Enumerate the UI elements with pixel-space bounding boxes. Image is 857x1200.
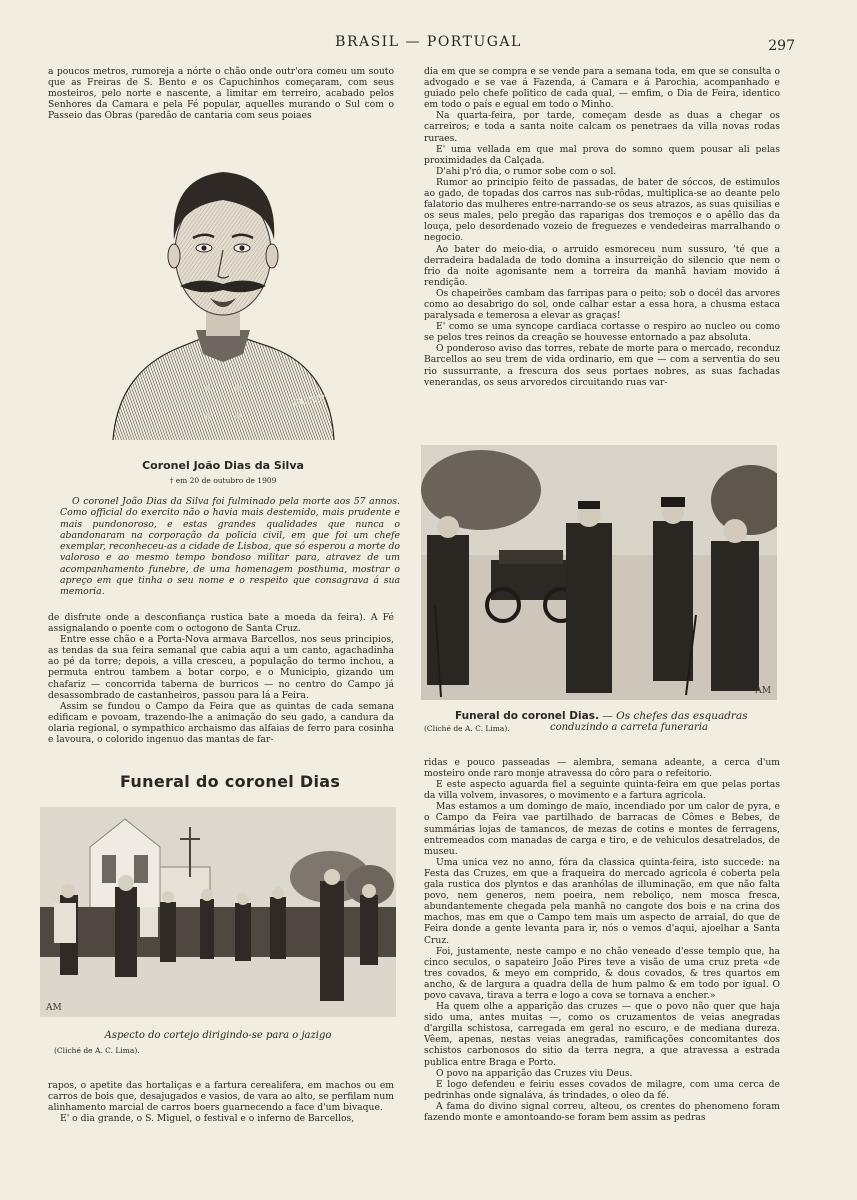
paragraph: O povo na apparição das Cruzes viu Deus.: [436, 1067, 633, 1079]
cortejo-caption: Aspecto do cortejo dirigindo-se para o jazigo: [104, 1030, 332, 1041]
paragraph: Ao bater do meio-dia, o arruido esmoreceu num sussuro, 'té que a derradeira badalada de todo domina a insurreição do silencio que nem o frio da noite agonisante nem a torreira da manhã haviam movido á rendição.: [424, 243, 780, 288]
funeral-illustration: [421, 445, 777, 700]
right-top-text: [424, 66, 780, 388]
left-bottom-text: [48, 1080, 394, 1124]
paragraph: A fama do divino signal correu, alteou, os crentes do phenomeno foram fazendo monte e amontoando-se foram bem assim as pedras: [424, 1100, 780, 1123]
portrait-caption-date: † em 20 de outubro de 1909: [169, 476, 277, 485]
cortejo-photo: [40, 807, 396, 1017]
paragraph: rapos, o apetite das hortaliças e a fartura cerealifera, em machos ou em carros de bois que, desajugados e vasios, de vara ao alto, se perfilam num alinhamento marcial de carros boers guarnecendo a face d'um bivaque.: [48, 1080, 394, 1114]
running-head-title: BRASIL — PORTUGAL: [335, 34, 522, 50]
paragraph: Os chapeirões cambam das farripas para o peito; sob o docél das arvores como ao desabrigo do sol, onde calhar estar a essa hora, a chusma estaca paralysada e temerosa a elevar as graças!: [424, 287, 780, 322]
photo-monogram: AM: [46, 1003, 62, 1013]
portrait-engraving: [108, 148, 338, 450]
funeral-caption-title: Funeral do coronel Dias.: [455, 710, 599, 722]
left-top-text: [48, 66, 394, 121]
paragraph: dia em que se compra e se vende para a semana toda, em que se consulta o advogado e se vae á Fazenda, á Camara e á Parochia, acompanhado e guiado pelo chefe politico de cada qual, — emfim, o Dia de Feira, identico em todo o país e egual em todo o Minho.: [424, 66, 780, 111]
paragraph: E logo defendeu e feiriu esses covados de milagre, com uma cerca de pedrinhas onde signaláva, ás trindades, o oleo da fé.: [424, 1078, 780, 1101]
paragraph: E' uma vellada em que mal prova do somno quem pousar ali pelas proximidades da Calçada.: [424, 143, 780, 166]
paragraph: D'ahi p'ró dia, o rumor sobe com o sol.: [436, 165, 617, 177]
funeral-credit: (Cliché de A. C. Lima).: [424, 724, 510, 733]
left-middle-text: [48, 612, 394, 745]
cortejo-credit: (Cliché de A. C. Lima).: [54, 1046, 140, 1055]
funeral-caption-subtitle: Os chefes das esquadras: [616, 710, 748, 722]
paragraph: de disfrute onde a desconfiança rustica bate a moeda da feira). A Fé assignalando o poente com o octogono de Santa Cruz.: [48, 612, 394, 635]
funeral-photo: [421, 445, 777, 700]
paragraph: Uma unica vez no anno, fóra da classica quinta-feira, isto succede: na Festa das Cruzes, em que a fraqueira do mercado agricola é coberta pela gala rustica dos plyntos e das aranhólas de illuminação, em que não falta povo, nem generos, nem poeira, nem reboliço, nem mosca fresca, abundantemente chegada pela manhã no cangote dos bois e na crina dos machos, mas em que o Campo tem mais um aspecto de arraial, do que de Feira donde a gente levanta para ir, nós o vemos d'aqui, ajoelhar a Santa Cruz.: [424, 856, 780, 946]
paragraph: Mas estamos a um domingo de maio, incendiado por um calor de pyra, e o Campo da Feira vae partilhado de barracas de Cômes e Bebes, de summárias lojas de tamancos, de mezas de cotins e montes de ferragens, entremeados com manadas de carga e tiro, e de vehiculos desatrelados, de museu.: [424, 801, 780, 857]
paragraph: ridas e pouco passeadas — alembra, semana adeante, a cerca d'um mosteiro onde raro monje atravessa do côro para o refeitorio.: [424, 757, 780, 780]
paragraph: O ponderoso aviso das torres, rebate de morte para o mercado, reconduz Barcellos ao seu trem de vida ordinario, em que — com a serventia do seu rio sussurrante, a frescura dos seus portaes nobres, as suas fachadas venerandas, os seus arvoredos circuitando ruas var-: [424, 343, 780, 388]
section-heading: Funeral do coronel Dias: [120, 772, 341, 791]
paragraph: a poucos metros, rumoreja a nórte o chão onde outr'ora comeu um souto que as Freiras de S. Bento e os Capuchinhos começaram, com seus mosteiros, pelo norte e nascente, a limitar em terreiro, acabado pelos Senhores da Camara e pela Fé popular, aquelles murando o Sul com o Passeio das Obras (paredão de cantaria com seus poiaes: [48, 66, 394, 122]
paragraph: Ha quem olhe a apparição das cruzes — que o povo não quer que haja sido uma, antes muitas —, como os cruzamentos de veias anegradas d'argilla schistosa, carregada em geral no escuro, e de mediana dureza. Vêem, apenas, nestas veias anegradas, ramificações concomitantes dos schistos carbonosos do sitio da terra negra, a que atravessa a estrada publica entre Braga e Porto.: [424, 1001, 780, 1068]
paragraph: Entre esse chão e a Porta-Nova armava Barcellos, nos seus principios, as tendas da sua feira semanal que cabia aqui a um canto, agachadinha ao pé da torre; depois, a villa cresceu, a população do termo inchou, a permuta entrou tambem a botar corpo, e o Municipio, gizando um chafariz — concorrida taberna de burricos — no centro do Campo já desassombrado de castanheiros, passou para lá a Feira.: [48, 634, 394, 701]
page-number: 297: [768, 38, 795, 54]
paragraph: Rumor ao principio feito de passadas, de bater de sóccos, de estimulos ao gado, de topadas dos carros nas sub-rôdas, multiplica-se ao deante pelo falatorio das mulheres entre-narrando-se os seus atrazos, as suas quisilias e os seus males, pelo pregão das raparigas dos tremoços e o apêllo das da louça, pelo desordenado vozeio de freguezes e vendedeiras marralhando o negocio.: [424, 176, 780, 244]
paragraph: E este aspecto aguarda fiel a seguinte quinta-feira em que pelas portas da villa volvem, invasores, o movimento e a fartura agricola.: [424, 779, 780, 802]
paragraph: Na quarta-feira, por tarde, começam desde as duas a chegar os carreiros; e toda a santa noite calcam os penetraes da villa novas rodas ruraes.: [424, 110, 780, 144]
right-bottom-text: [424, 757, 780, 1123]
photo-monogram: AM: [755, 686, 771, 696]
paragraph: E' como se uma syncope cardiaca cortasse o respiro ao nucleo ou como se pelos tres reinos da creação se houvesse entornado a paz absoluta.: [424, 321, 780, 344]
portrait-caption-text: [60, 496, 400, 598]
paragraph: Foi, justamente, neste campo e no chão veneado d'esse templo que, ha cinco seculos, o sapateiro João Pires teve a visão de uma cruz preta «de tres covados, & meyo em comprido, & dous covados, & tres quartos em ancho, & de largura a quadra della de hum palmo & em todo por igual. O povo cavava, tirava a terra e logo a cova se tornava a encher.»: [424, 945, 780, 1001]
portrait-caption-title: Coronel João Dias da Silva: [142, 459, 304, 472]
engraver-signature: FALTER: [292, 393, 327, 408]
funeral-caption: Funeral do coronel Dias. — Os chefes das esquadras: [455, 710, 748, 722]
caption-paragraph: O coronel João Dias da Silva foi fulminado pela morte aos 57 annos. Como official do exercito não o havia mais destemido, mais prudente e mais pundonoroso, e estas grandes qualidades que nunca o abandonaram na corporação da policia civil, em que foi um chefe exemplar, reconheceu-as a cidade de Lisboa, que só esperou a morte do valoroso e ao mesmo tempo bondoso militar para, atravez de um acompanhamento funebre, de uma homenagem posthuma, mostrar o apreço em que tinha o seu nome e o respeito que consagrava á sua memoria.: [60, 496, 400, 598]
funeral-caption-line2: conduzindo a carreta funeraria: [550, 722, 708, 733]
cortejo-illustration: [40, 807, 396, 1017]
paragraph: Assim se fundou o Campo da Feira que as quintas de cada semana edificam e povoam, trazendo-lhe a animação do seu gado, a candura da olaria regional, o sympathico archaismo das alfaias de ferro para cosinha e lavoura, o colorido ingenuo das mantas de far-: [48, 700, 394, 746]
paragraph: E' o dia grande, o S. Miguel, o festival e o inferno de Barcellos,: [60, 1113, 355, 1125]
